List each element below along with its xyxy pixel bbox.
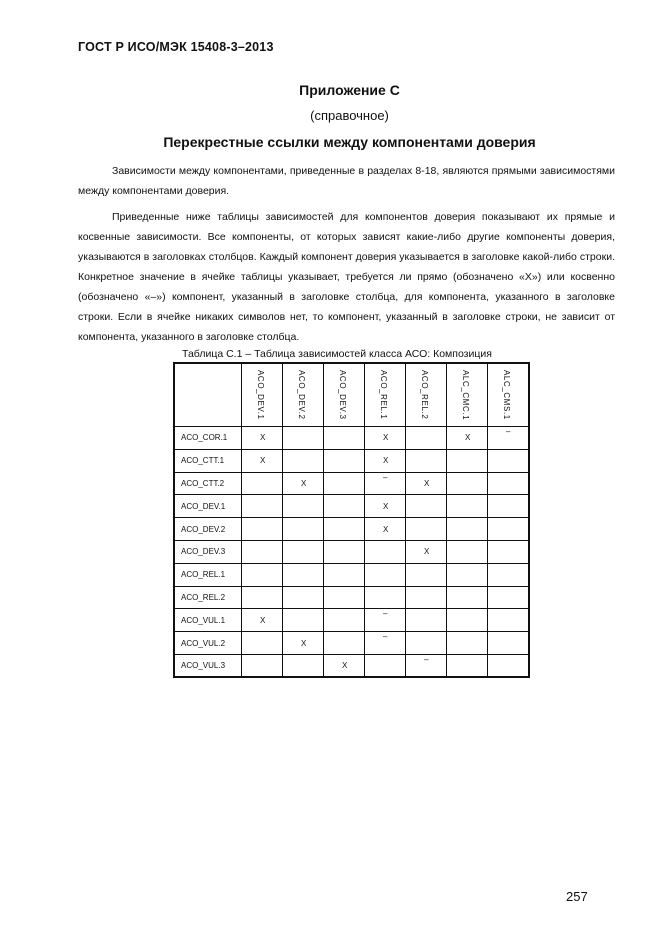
table-cell xyxy=(242,449,283,472)
table-cell xyxy=(283,632,324,655)
table-cell xyxy=(365,518,406,541)
row-header: ACO_CTT.2 xyxy=(174,472,242,495)
table-row xyxy=(174,654,529,677)
direct-dependency-mark: X xyxy=(424,478,430,488)
table-cell xyxy=(406,427,447,450)
row-header: ACO_VUL.3 xyxy=(174,654,242,677)
table-cell xyxy=(488,586,530,609)
table-cell xyxy=(406,563,447,586)
table-row xyxy=(174,427,529,450)
table-cell xyxy=(488,495,530,518)
table-cell xyxy=(324,472,365,495)
table-caption: Таблица С.1 – Таблица зависимостей класса АСО: Композиция xyxy=(182,348,492,360)
row-header: ACO_VUL.1 xyxy=(174,609,242,632)
table-cell xyxy=(447,427,488,450)
column-header-label: ACO_REL.2 xyxy=(420,370,429,420)
row-header: ACO_DEV.2 xyxy=(174,518,242,541)
table-cell xyxy=(406,632,447,655)
annex-heading: Перекрестные ссылки между компонентами доверия xyxy=(163,134,536,150)
table-cell xyxy=(365,472,406,495)
table-cell xyxy=(406,472,447,495)
column-header xyxy=(488,363,530,427)
column-header-label: ALC_CMC.1 xyxy=(461,370,470,421)
table-cell xyxy=(488,427,530,450)
table-row xyxy=(174,609,529,632)
table-cell xyxy=(365,449,406,472)
table-cell xyxy=(324,518,365,541)
document-id: ГОСТ Р ИСО/МЭК 15408-3–2013 xyxy=(78,40,274,54)
table-cell xyxy=(406,449,447,472)
table-cell xyxy=(283,609,324,632)
row-header: ACO_COR.1 xyxy=(174,427,242,450)
table-cell xyxy=(283,563,324,586)
table-cell xyxy=(365,495,406,518)
table-row xyxy=(174,495,529,518)
table-cell xyxy=(365,632,406,655)
table-cell xyxy=(283,518,324,541)
table-cell xyxy=(365,427,406,450)
table-corner-cell xyxy=(174,363,242,427)
direct-dependency-mark: X xyxy=(260,433,266,443)
indirect-dependency-mark: – xyxy=(424,654,429,664)
table-cell xyxy=(406,540,447,563)
direct-dependency-mark: X xyxy=(260,615,266,625)
table-cell xyxy=(283,472,324,495)
table-cell xyxy=(242,518,283,541)
table-cell xyxy=(242,540,283,563)
table-cell xyxy=(447,540,488,563)
table-cell xyxy=(488,518,530,541)
table-cell xyxy=(242,632,283,655)
annex-title: Приложение С xyxy=(299,82,400,98)
table-cell xyxy=(365,540,406,563)
table-cell xyxy=(488,472,530,495)
column-header xyxy=(406,363,447,427)
table-cell xyxy=(283,586,324,609)
paragraph-2-block xyxy=(78,207,615,353)
table-row xyxy=(174,563,529,586)
page-number: 257 xyxy=(566,889,588,904)
table-cell xyxy=(406,654,447,677)
table-cell xyxy=(283,654,324,677)
table-cell xyxy=(365,586,406,609)
direct-dependency-mark: X xyxy=(260,456,266,466)
direct-dependency-mark: X xyxy=(301,638,307,648)
table-cell xyxy=(283,495,324,518)
table-cell xyxy=(242,654,283,677)
table-cell xyxy=(488,632,530,655)
table-cell xyxy=(406,609,447,632)
table-cell xyxy=(447,654,488,677)
row-header: ACO_DEV.1 xyxy=(174,495,242,518)
table-cell xyxy=(242,586,283,609)
row-header: ACO_REL.1 xyxy=(174,563,242,586)
column-header xyxy=(447,363,488,427)
table-cell xyxy=(283,449,324,472)
column-header-label: ACO_DEV.2 xyxy=(297,370,306,420)
column-header-label: ACO_DEV.1 xyxy=(256,370,265,420)
paragraph-1: Зависимости между компонентами, приведенные в разделах 8-18, являются прямыми зависимостями между компонентами доверия. xyxy=(78,165,615,197)
table-cell xyxy=(324,654,365,677)
table-cell xyxy=(488,654,530,677)
table-row xyxy=(174,472,529,495)
column-header xyxy=(242,363,283,427)
table-cell xyxy=(447,495,488,518)
indirect-dependency-mark: – xyxy=(506,427,511,436)
row-header: ACO_VUL.2 xyxy=(174,632,242,655)
table-row xyxy=(174,518,529,541)
table-cell xyxy=(365,654,406,677)
paragraph-2: Приведенные ниже таблицы зависимостей для компонентов доверия показывают их прямые и косвенные зависимости. Все компоненты, от которых зависят какие-либо другие компоненты доверия, указываются в заголовках столбцов. Каждый компонент доверия указывается в заголовке какой-либо строки. Конкретное значение в ячейке таблицы указывает, требуется ли прямо (обозначено «X») или косвенно (обозначено «–») компонент, указанный в заголовке столбца, для компонента, указанного в заголовке строки. Если в ячейке никаких символов нет, то компонент, указанный в заголовке строки, не зависит от компонента, указанного в заголовке столбца. xyxy=(78,211,615,343)
table-cell xyxy=(447,563,488,586)
table-row xyxy=(174,586,529,609)
table-cell xyxy=(488,449,530,472)
table-cell xyxy=(406,518,447,541)
table-cell xyxy=(406,495,447,518)
annex-subtitle: (справочное) xyxy=(310,108,389,123)
table-row xyxy=(174,540,529,563)
dependency-table xyxy=(173,362,530,678)
row-header: ACO_REL.2 xyxy=(174,586,242,609)
column-header-label: ACO_REL.1 xyxy=(379,370,388,420)
table-cell xyxy=(447,586,488,609)
table-cell xyxy=(283,540,324,563)
table-header-row xyxy=(174,363,529,427)
indirect-dependency-mark: – xyxy=(383,632,388,642)
direct-dependency-mark: X xyxy=(383,501,389,511)
table-row xyxy=(174,632,529,655)
table-cell xyxy=(324,449,365,472)
table-cell xyxy=(488,563,530,586)
row-header: ACO_DEV.3 xyxy=(174,540,242,563)
table-cell xyxy=(447,518,488,541)
table-row xyxy=(174,449,529,472)
paragraph-1-block xyxy=(78,161,615,207)
table-cell xyxy=(324,586,365,609)
column-header-label: ACO_DEV.3 xyxy=(338,370,347,420)
column-header xyxy=(324,363,365,427)
direct-dependency-mark: X xyxy=(342,661,348,671)
table-body xyxy=(174,427,529,678)
indirect-dependency-mark: – xyxy=(383,472,388,482)
table-cell xyxy=(242,427,283,450)
table-cell xyxy=(447,449,488,472)
indirect-dependency-mark: – xyxy=(383,609,388,619)
table-cell xyxy=(324,540,365,563)
table-cell xyxy=(406,586,447,609)
table-cell xyxy=(242,472,283,495)
direct-dependency-mark: X xyxy=(465,433,471,443)
direct-dependency-mark: X xyxy=(383,456,389,466)
direct-dependency-mark: X xyxy=(383,524,389,534)
table-cell xyxy=(488,609,530,632)
table-cell xyxy=(447,632,488,655)
table-cell xyxy=(242,609,283,632)
table-cell xyxy=(365,609,406,632)
table-cell xyxy=(447,472,488,495)
direct-dependency-mark: X xyxy=(383,433,389,443)
table-cell xyxy=(324,427,365,450)
table-cell xyxy=(324,632,365,655)
table-cell xyxy=(242,495,283,518)
table-cell xyxy=(365,563,406,586)
table-cell xyxy=(242,563,283,586)
column-header-label: ALC_CMS.1 xyxy=(502,370,511,420)
table-cell xyxy=(324,495,365,518)
table-cell xyxy=(324,563,365,586)
column-header xyxy=(365,363,406,427)
row-header: ACO_CTT.1 xyxy=(174,449,242,472)
table-cell xyxy=(324,609,365,632)
direct-dependency-mark: X xyxy=(301,478,307,488)
table-cell xyxy=(488,540,530,563)
table-cell xyxy=(283,427,324,450)
table-cell xyxy=(447,609,488,632)
column-header xyxy=(283,363,324,427)
direct-dependency-mark: X xyxy=(424,547,430,557)
